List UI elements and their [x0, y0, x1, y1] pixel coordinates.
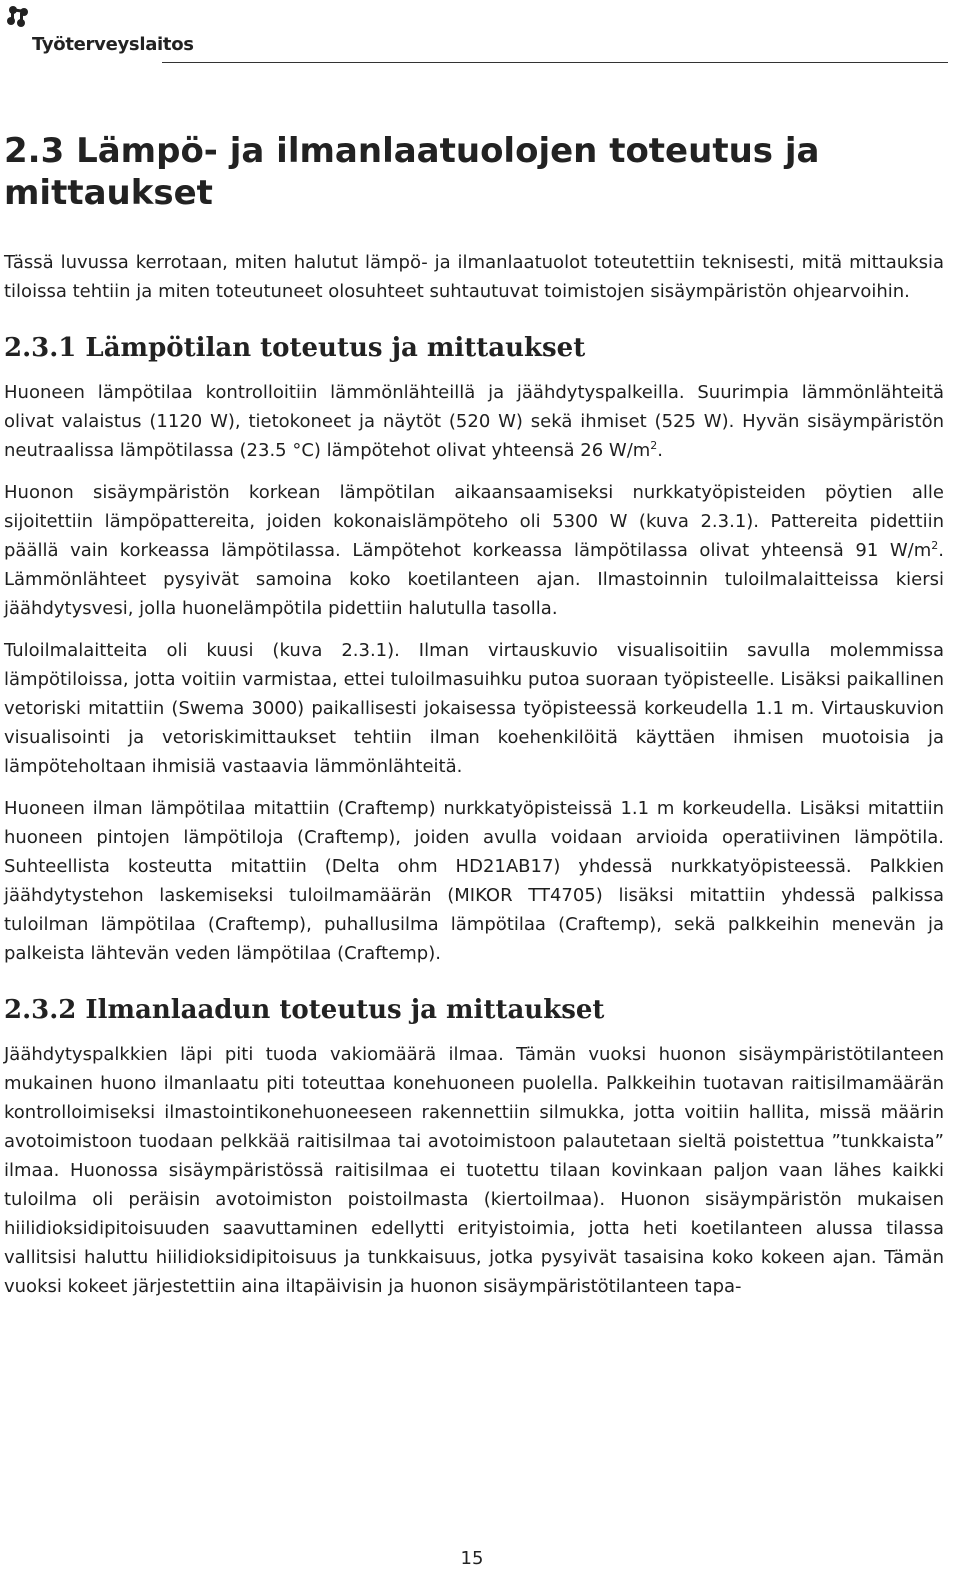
paragraph-text: Huoneen lämpötilaa kontrolloitiin lämmönlähteillä ja jäähdytyspalkeilla. Suurimpia lämmönlähteitä olivat valaistus (1120 W), tietokoneet ja näytöt (520 W) sekä ihmiset (525 W). Hyvän sisäympäristön neutraalissa lämpötilassa (23.5 °C) lämpötehot olivat yhteensä 26 W/m [4, 382, 944, 461]
section-heading-2-3-2: 2.3.2 Ilmanlaadun toteutus ja mittaukset [4, 995, 605, 1025]
paragraph: Huoneen ilman lämpötilaa mitattiin (Craftemp) nurkkatyöpisteissä 1.1 m korkeudella. Lisäksi mitattiin huoneen pintojen lämpötiloja (Craftemp), joiden avulla voidaan arvioida operatiivinen lämpötila. Suhteellista kosteutta mitattiin (Delta ohm HD21AB17) yhdessä nurkkatyöpisteessä. Palkkien jäähdytystehon laskemiseksi tuloilmamäärän (MIKOR TT4705) lisäksi mitattiin yhdessä palkissa tuloilman lämpötilaa (Craftemp), puhallusilma lämpötilaa (Craftemp), sekä palkkeihin menevän ja palkeista lähtevän veden lämpötilaa (Craftemp). [4, 798, 944, 964]
superscript: 2 [931, 539, 939, 552]
intro-paragraph: Tässä luvussa kerrotaan, miten halutut lämpö- ja ilmanlaatuolot toteutettiin teknisesti, mitä mittauksia tiloissa tehtiin ja miten toteutuneet olosuhteet suhtautuvat toimistojen sisäympäristön ohjearvoihin. [4, 252, 944, 302]
paragraph: Tuloilmalaitteita oli kuusi (kuva 2.3.1). Ilman virtauskuvio visualisoitiin savulla molemmissa lämpötiloissa, jotta voitiin varmistaa, ettei tuloilmasuihku putoa suoraan työpisteelle. Lisäksi paikallinen vetoriski mitattiin (Swema 3000) paikallisesti jokaisessa työpisteessä korkeudella 1.1 m. Virtauskuvion visualisointi ja vetoriskimittaukset tehtiin ilman koehenkilöitä käyttäen ihmisen muotoisia ja lämpöteholtaan ihmisiä vastaavia lämmönlähteitä. [4, 640, 944, 777]
logo-icon [4, 4, 34, 34]
paragraph: Jäähdytyspalkkien läpi piti tuoda vakiomäärä ilmaa. Tämän vuoksi huonon sisäympäristötilanteen mukainen huono ilmanlaatu piti toteuttaa konehuoneen puolella. Palkkeihin tuotavan raitisilmamäärän kontrolloimiseksi ilmastointikonehuoneeseen rakennettiin silmukka, jotta voitiin hallita, missä määrin avotoimistoon tuodaan pelkkää raitisilmaa tai avotoimistoon palautetaan sieltä poistettua ”tunkkaista” ilmaa. Huonossa sisäympäristössä raitisilmaa ei tuotettu tilaan kovinkaan paljon vaan lähes kaikki tuloilma oli peräisin avotoimiston poistoilmasta (kiertoilmaa). Huonon sisäympäristön mukaisen hiilidioksidipitoisuuden saavuttaminen edellytti erityistoimia, jotta heti koetilanteen alussa tilassa vallitsisi haluttu hiilidioksidipitoisuus ja tunkkaisuus, jotka pysyivät tasaisina koko kokeen ajan. Tämän vuoksi kokeet järjestettiin aina iltapäivisin ja huonon sisäympäristötilanteen tapa- [4, 1044, 944, 1297]
page-title: 2.3 Lämpö- ja ilmanlaatuolojen toteutus ja mittaukset [4, 131, 820, 213]
page-number: 15 [460, 1548, 484, 1569]
superscript: 2 [650, 439, 658, 452]
paragraph [4, 378, 944, 465]
section-heading-2-3-1: 2.3.1 Lämpötilan toteutus ja mittaukset [4, 333, 586, 363]
main-content [4, 130, 944, 1301]
header-divider [162, 62, 948, 63]
paragraph-text: Huonon sisäympäristön korkean lämpötilan aikaansaamiseksi nurkkatyöpisteiden pöytien alle sijoitettiin lämpöpattereita, joiden kokonaislämpöteho oli 5300 W (kuva 2.3.1). Pattereita pidettiin päällä vain korkeassa lämpötilassa. Lämpötehot korkeassa lämpötilassa olivat yhteensä 91 W/m [4, 482, 944, 561]
paragraph-text: . Lämmönlähteet pysyivät samoina koko koetilanteen ajan. Ilmastoinnin tuloilmalaitteissa kiersi jäähdytysvesi, jolla huonelämpötila pidettiin halutulla tasolla. [4, 540, 944, 619]
page-header [0, 0, 960, 66]
logo-text: Työterveyslaitos [32, 34, 194, 55]
paragraph [4, 478, 944, 623]
paragraph-text: . [657, 440, 664, 461]
